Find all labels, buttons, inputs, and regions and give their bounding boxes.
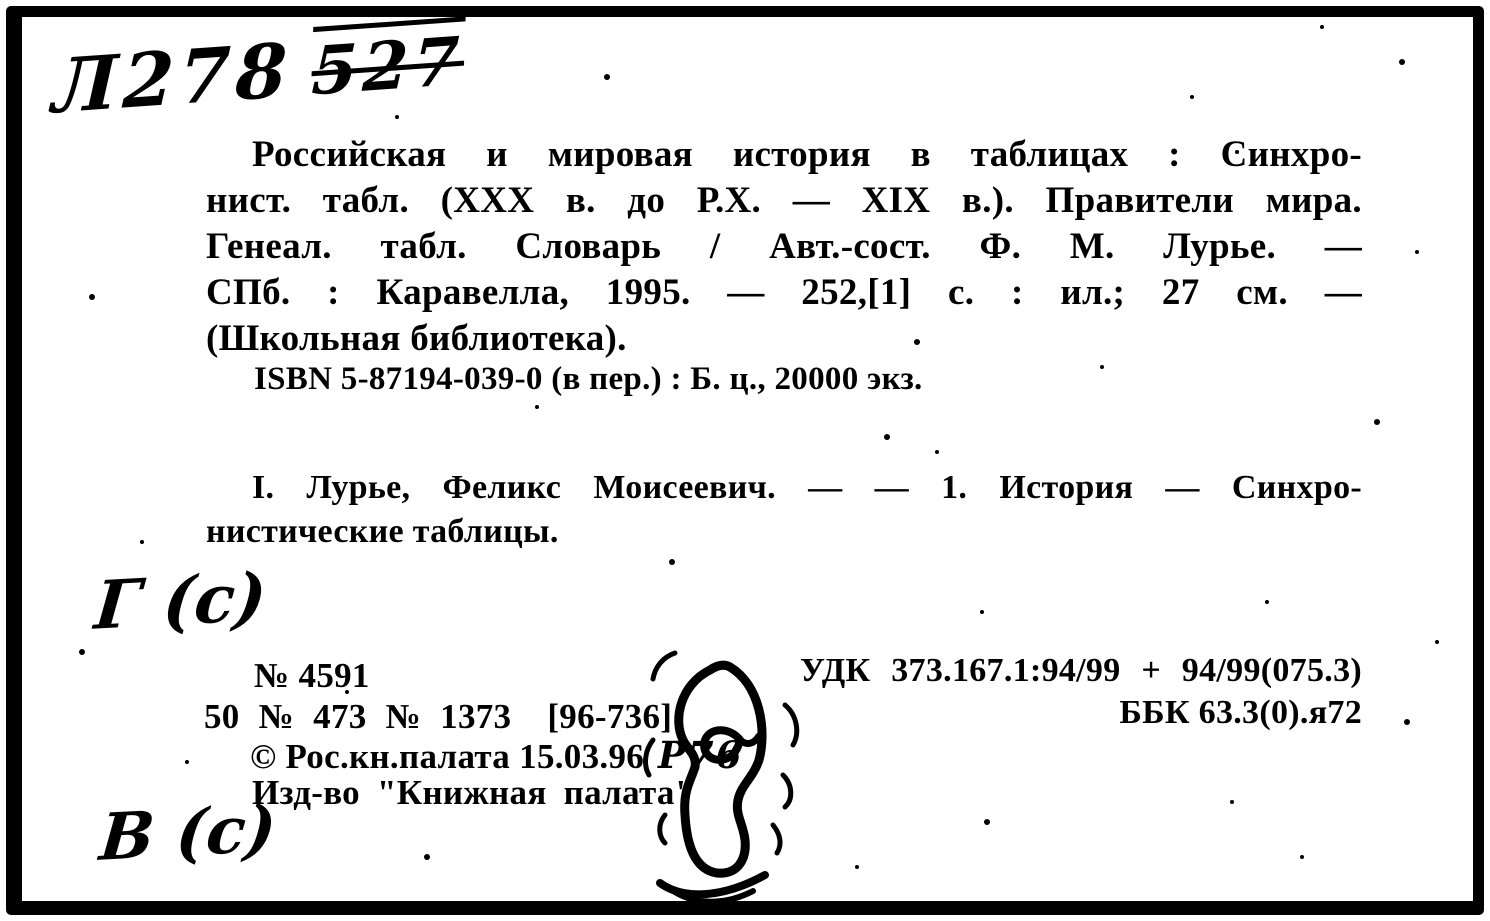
biblio-line-2: нист. табл. (XXX в. до Р.Х. — XIX в.). Правители мира. <box>206 180 1362 221</box>
bibliographic-entry <box>206 132 1362 362</box>
isbn-line: ISBN 5-87194-039-0 (в пер.) : Б. ц., 20000 экз. <box>254 361 923 397</box>
tracing-line-1: I. Лурье, Феликс Моисеевич. — — 1. История — Синхро- <box>252 469 1362 506</box>
handwritten-class-mark-bottom: В (с) <box>96 791 280 876</box>
biblio-line-4: СПб. : Каравелла, 1995. — 252,[1] с. : ил.; 27 см. — <box>206 272 1362 313</box>
publisher-line: Изд-во "Книжная палата" <box>252 773 695 812</box>
copyright-text: © Рос.кн.палата 15.03.96 <box>250 737 645 776</box>
handwritten-class-mark-mid: Г (с) <box>91 557 270 645</box>
udk-classification: УДК 373.167.1:94/99 + 94/99(075.3) <box>800 652 1362 689</box>
tracing-line-2: нистические таблицы. <box>206 513 559 550</box>
ink-blot-stamp <box>635 645 825 905</box>
handwritten-call-number <box>51 15 466 130</box>
bracket-code: [96-736] <box>547 697 673 736</box>
batch-numbers-line <box>204 697 672 737</box>
biblio-line-3: Генеал. табл. Словарь / Авт.-сост. Ф. М. Лурье. — <box>206 226 1362 267</box>
call-number-text: Л278 <box>50 27 294 131</box>
tracing-block <box>206 466 1362 554</box>
record-number: № 4591 <box>254 656 370 695</box>
biblio-line-5: (Школьная библиотека). <box>206 318 627 359</box>
batch-numbers: 50 № 473 № 1373 <box>204 697 512 736</box>
shelf-number-struck: 527 <box>310 21 466 111</box>
biblio-line-1: Российская и мировая история в таблицах : Синхро- <box>252 134 1362 175</box>
handwritten-note: Р76 <box>658 733 744 777</box>
bbk-classification: ББК 63.3(0).я72 <box>1119 694 1362 731</box>
